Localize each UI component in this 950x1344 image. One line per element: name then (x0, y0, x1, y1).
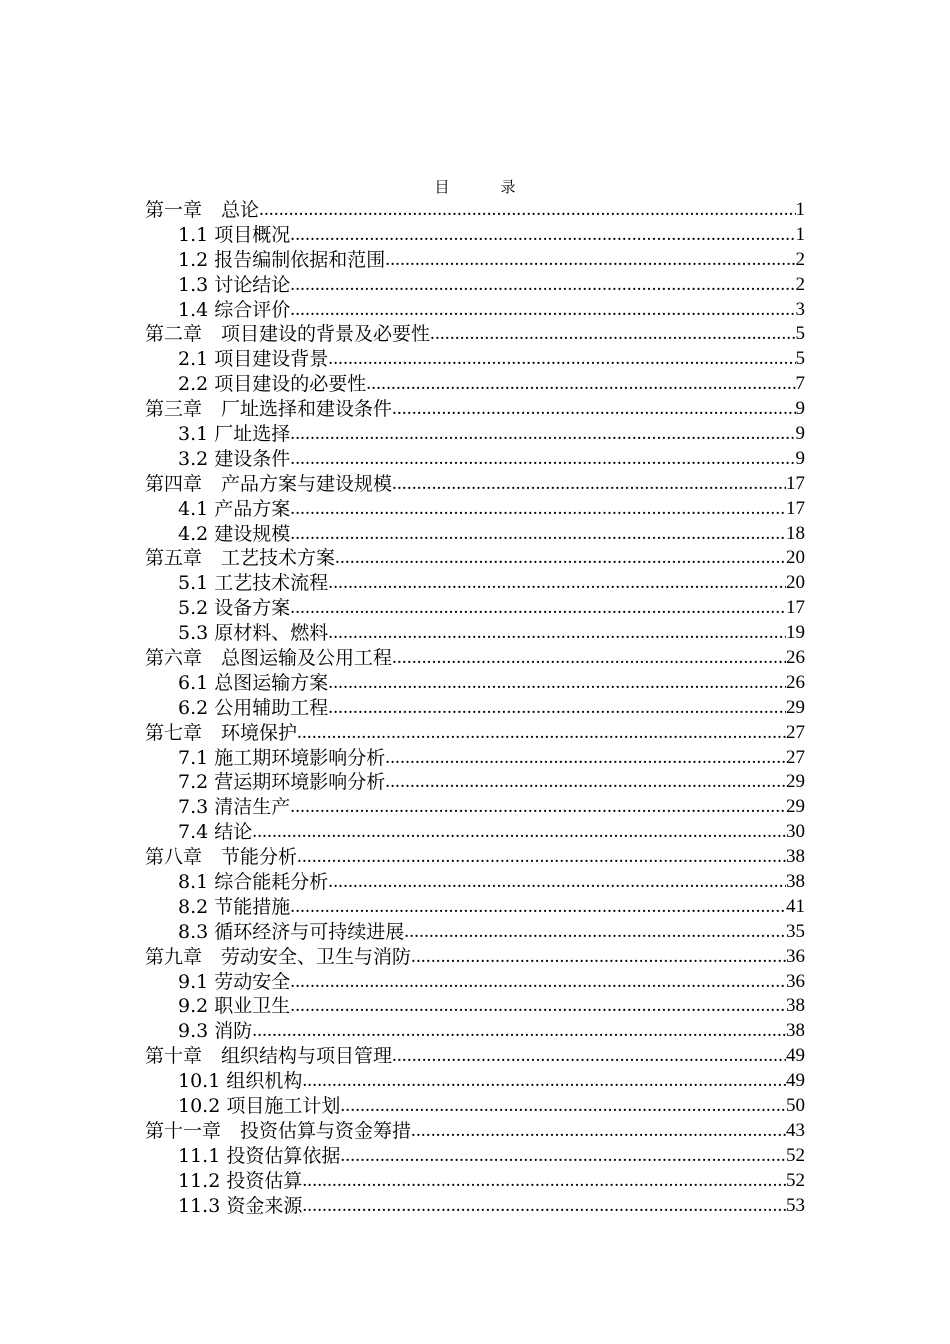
toc-entry-label: 7.1 施工期环境影响分析 (178, 746, 386, 769)
toc-section-entry[interactable] (145, 422, 805, 447)
toc-page-number: 1 (795, 198, 805, 220)
toc-dot-leader (252, 820, 786, 845)
toc-dot-leader (290, 596, 786, 621)
toc-page-number: 7 (795, 373, 805, 395)
toc-section-entry[interactable] (145, 298, 805, 323)
toc-section-entry[interactable] (145, 621, 805, 646)
toc-section-entry[interactable] (145, 770, 805, 795)
toc-entry-label: 8.1 综合能耗分析 (178, 871, 329, 894)
toc-chapter-entry[interactable] (145, 845, 805, 870)
toc-page-number: 20 (786, 572, 805, 594)
toc-page-number: 5 (795, 323, 805, 345)
toc-page-number: 17 (786, 472, 805, 494)
toc-dot-leader (290, 298, 795, 323)
toc-dot-leader (302, 1194, 786, 1219)
toc-section-entry[interactable] (145, 671, 805, 696)
toc-entry-label: 11.2 投资估算 (178, 1169, 303, 1192)
toc-chapter-entry[interactable] (145, 945, 805, 970)
toc-chapter-entry[interactable] (145, 322, 805, 347)
toc-section-entry[interactable] (145, 795, 805, 820)
toc-section-entry[interactable] (145, 1169, 805, 1194)
toc-title: 目 录 (434, 178, 534, 196)
toc-dot-leader (302, 1069, 786, 1094)
toc-page-number: 2 (795, 273, 805, 295)
toc-dot-leader (404, 920, 786, 945)
toc-page-number: 27 (786, 746, 805, 768)
toc-page-number: 41 (786, 895, 805, 917)
toc-page-number: 3 (795, 298, 805, 320)
toc-entry-label: 第九章 劳动安全、卫生与消防 (145, 945, 412, 968)
toc-dot-leader (392, 397, 795, 422)
toc-entry-label: 5.2 设备方案 (178, 597, 291, 620)
toc-dot-leader (328, 621, 786, 646)
toc-page-number: 38 (786, 995, 805, 1017)
toc-dot-leader (392, 646, 786, 671)
toc-page-number: 36 (786, 970, 805, 992)
toc-page-number: 9 (795, 398, 805, 420)
toc-chapter-entry[interactable] (145, 397, 805, 422)
toc-entry-label: 6.2 公用辅助工程 (178, 696, 329, 719)
toc-dot-leader (290, 795, 786, 820)
toc-section-entry[interactable] (145, 870, 805, 895)
toc-section-entry[interactable] (145, 347, 805, 372)
toc-chapter-entry[interactable] (145, 721, 805, 746)
toc-entry-label: 3.1 厂址选择 (178, 423, 291, 445)
toc-entry-label: 第十一章 投资估算与资金筹措 (145, 1119, 412, 1142)
toc-entry-label: 11.1 投资估算依据 (178, 1144, 341, 1167)
toc-page-number: 30 (786, 821, 805, 843)
toc-dot-leader (290, 895, 786, 920)
toc-section-entry[interactable] (145, 522, 805, 547)
toc-section-entry[interactable] (145, 497, 805, 522)
toc-dot-leader (385, 248, 795, 273)
toc-dot-leader (297, 721, 786, 746)
toc-section-entry[interactable] (145, 1094, 805, 1119)
toc-entry-label: 8.3 循环经济与可持续进展 (178, 920, 405, 943)
toc-dot-leader (290, 497, 786, 522)
toc-page-number: 38 (786, 846, 805, 868)
toc-dot-leader (328, 870, 786, 895)
toc-chapter-entry[interactable] (145, 198, 805, 223)
toc-dot-leader (340, 1144, 786, 1169)
toc-page-number: 2 (795, 248, 805, 270)
toc-dot-leader (328, 671, 786, 696)
toc-entry-label: 5.1 工艺技术流程 (178, 572, 329, 595)
toc-page-number: 38 (786, 871, 805, 893)
toc-dot-leader (328, 571, 786, 596)
toc-page-number: 43 (786, 1119, 805, 1141)
toc-dot-leader (385, 746, 786, 771)
toc-page-number: 35 (786, 920, 805, 942)
toc-section-entry[interactable] (145, 1194, 805, 1219)
toc-chapter-entry[interactable] (145, 472, 805, 497)
toc-page-number: 26 (786, 671, 805, 693)
toc-dot-leader (290, 223, 795, 248)
toc-entry-label: 7.4 结论 (178, 821, 253, 844)
toc-entry-label: 5.3 原材料、燃料 (178, 622, 329, 645)
toc-page-number: 19 (786, 622, 805, 644)
toc-dot-leader (290, 447, 795, 472)
toc-dot-leader (411, 945, 786, 970)
toc-dot-leader (290, 522, 786, 547)
toc-entry-label: 3.2 建设条件 (178, 447, 291, 470)
toc-entry-label: 7.3 清洁生产 (178, 796, 291, 819)
table-of-contents (145, 198, 805, 1219)
toc-dot-leader (392, 1044, 786, 1069)
toc-section-entry[interactable] (145, 273, 805, 298)
toc-entry-label: 9.2 职业卫生 (178, 995, 291, 1018)
toc-section-entry[interactable] (145, 1069, 805, 1094)
toc-page-number: 29 (786, 696, 805, 718)
toc-page-number: 17 (786, 597, 805, 619)
toc-section-entry[interactable] (145, 1144, 805, 1169)
toc-page-number: 1 (795, 223, 805, 245)
toc-page-number: 18 (786, 522, 805, 544)
toc-section-entry[interactable] (145, 447, 805, 472)
toc-dot-leader (328, 696, 786, 721)
toc-dot-leader (259, 198, 795, 223)
toc-section-entry[interactable] (145, 372, 805, 397)
toc-page-number: 29 (786, 796, 805, 818)
toc-entry-label: 第七章 环境保护 (145, 721, 298, 744)
toc-dot-leader (340, 1094, 786, 1119)
toc-page-number: 52 (786, 1144, 805, 1166)
toc-entry-label: 第六章 总图运输及公用工程 (145, 647, 393, 670)
toc-dot-leader (430, 322, 795, 347)
toc-section-entry[interactable] (145, 696, 805, 721)
toc-entry-label: 第四章 产品方案与建设规模 (145, 472, 393, 495)
toc-section-entry[interactable] (145, 920, 805, 945)
toc-dot-leader (290, 970, 786, 995)
toc-chapter-entry[interactable] (145, 1044, 805, 1069)
toc-dot-leader (366, 372, 795, 397)
toc-entry-label: 1.1 项目概况 (178, 223, 291, 246)
toc-page-number: 50 (786, 1095, 805, 1117)
toc-entry-label: 第一章 总论 (145, 198, 260, 221)
toc-section-entry[interactable] (145, 571, 805, 596)
toc-page-number: 53 (786, 1194, 805, 1216)
toc-section-entry[interactable] (145, 995, 805, 1020)
toc-section-entry[interactable] (145, 895, 805, 920)
toc-entry-label: 1.3 讨论结论 (178, 273, 291, 296)
toc-entry-label: 9.1 劳动安全 (178, 970, 291, 993)
toc-dot-leader (302, 1169, 786, 1194)
toc-dot-leader (392, 472, 786, 497)
toc-page-number: 36 (786, 945, 805, 967)
toc-entry-label: 2.1 项目建设背景 (178, 348, 329, 371)
toc-page-number: 29 (786, 771, 805, 793)
toc-entry-label: 2.2 项目建设的必要性 (178, 373, 367, 396)
toc-page-number: 49 (786, 1070, 805, 1092)
toc-entry-label: 4.1 产品方案 (178, 497, 291, 520)
toc-page-number: 38 (786, 1020, 805, 1042)
toc-section-entry[interactable] (145, 223, 805, 248)
toc-section-entry[interactable] (145, 1019, 805, 1044)
toc-entry-label: 9.3 消防 (178, 1020, 253, 1043)
toc-dot-leader (335, 546, 786, 571)
toc-entry-label: 11.3 资金来源 (178, 1194, 303, 1217)
toc-dot-leader (290, 273, 795, 298)
toc-page-number: 5 (795, 348, 805, 370)
toc-page-number: 9 (795, 423, 805, 444)
toc-section-entry[interactable] (145, 820, 805, 845)
toc-chapter-entry[interactable] (145, 646, 805, 671)
toc-dot-leader (385, 770, 786, 795)
toc-entry-label: 第二章 项目建设的背景及必要性 (145, 323, 431, 346)
toc-entry-label: 第八章 节能分析 (145, 846, 298, 869)
toc-section-entry[interactable] (145, 746, 805, 771)
toc-section-entry[interactable] (145, 248, 805, 273)
toc-entry-label: 6.1 总图运输方案 (178, 671, 329, 694)
toc-page-number: 9 (795, 447, 805, 469)
toc-chapter-entry[interactable] (145, 1119, 805, 1144)
toc-page-number: 17 (786, 497, 805, 519)
toc-entry-label: 第三章 厂址选择和建设条件 (145, 398, 393, 421)
toc-entry-label: 第十章 组织结构与项目管理 (145, 1045, 393, 1068)
toc-entry-label: 第五章 工艺技术方案 (145, 547, 336, 570)
toc-dot-leader (328, 347, 795, 372)
toc-entry-label: 8.2 节能措施 (178, 895, 291, 918)
toc-dot-leader (290, 422, 795, 447)
toc-page-number: 52 (786, 1169, 805, 1191)
toc-section-entry[interactable] (145, 596, 805, 621)
toc-dot-leader (297, 845, 786, 870)
toc-dot-leader (411, 1119, 786, 1144)
toc-section-entry[interactable] (145, 970, 805, 995)
toc-entry-label: 1.2 报告编制依据和范围 (178, 248, 386, 271)
toc-entry-label: 10.2 项目施工计划 (178, 1095, 341, 1118)
toc-entry-label: 7.2 营运期环境影响分析 (178, 771, 386, 794)
toc-dot-leader (290, 994, 786, 1019)
toc-page-number: 27 (786, 721, 805, 743)
toc-chapter-entry[interactable] (145, 546, 805, 571)
toc-entry-label: 4.2 建设规模 (178, 522, 291, 545)
toc-dot-leader (252, 1019, 786, 1044)
toc-page-number: 26 (786, 647, 805, 669)
toc-entry-label: 1.4 综合评价 (178, 298, 291, 321)
toc-page-number: 20 (786, 547, 805, 569)
toc-page-number: 49 (786, 1045, 805, 1067)
toc-entry-label: 10.1 组织机构 (178, 1070, 303, 1093)
